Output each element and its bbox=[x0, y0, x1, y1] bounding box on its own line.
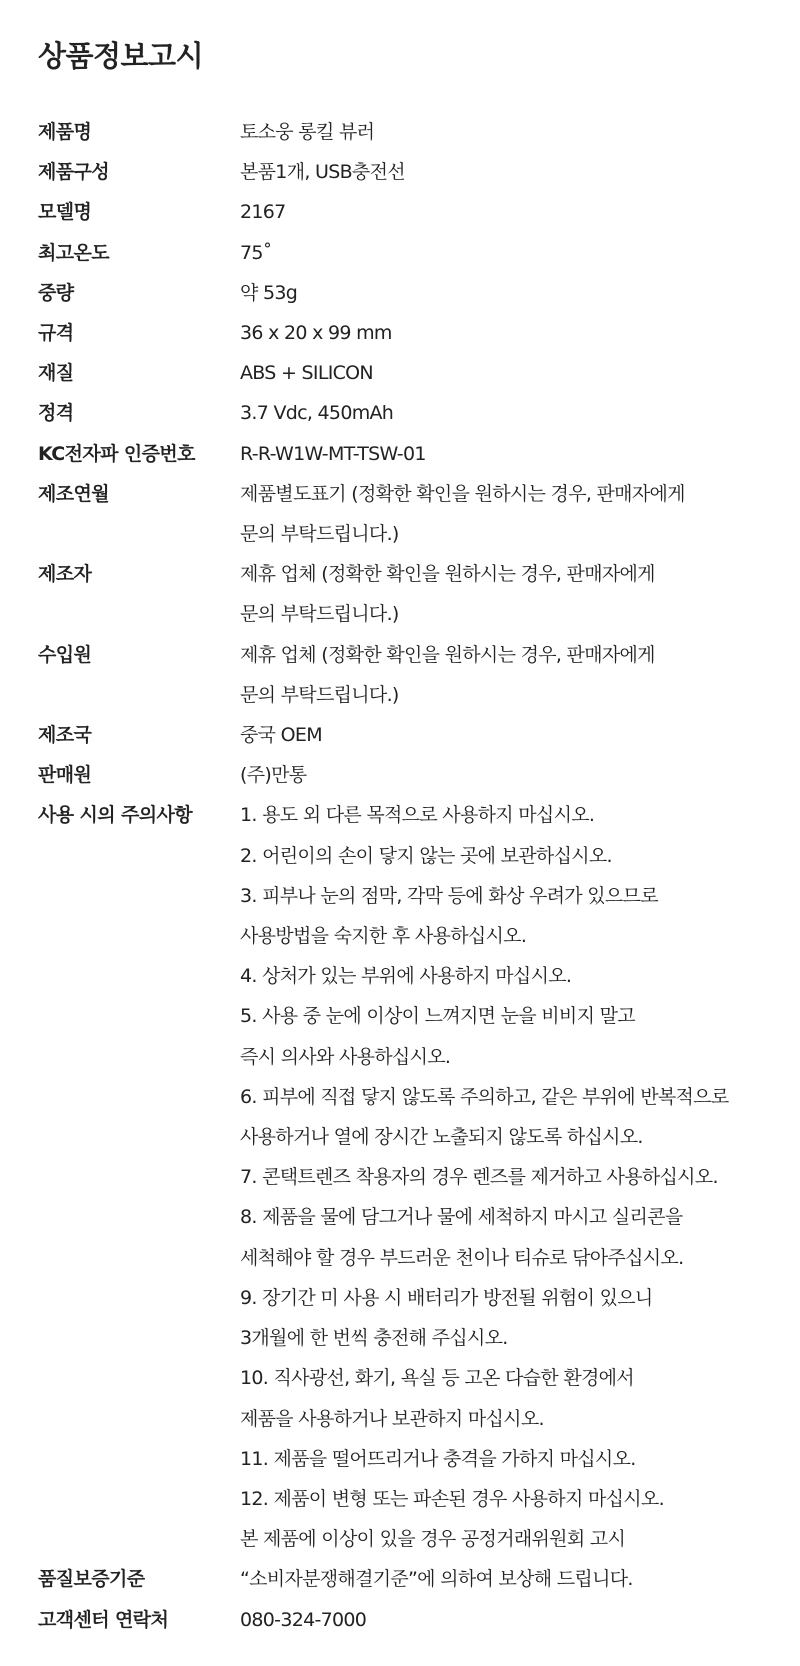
row-value bbox=[240, 273, 778, 313]
value-line: 8. 제품을 물에 담그거나 물에 세척하지 마시고 실리콘을 bbox=[240, 1206, 683, 1229]
value-line: 약 53g bbox=[240, 281, 298, 304]
row-label: 품질보증기준 bbox=[38, 1568, 145, 1591]
row-value bbox=[240, 313, 778, 353]
row-label: 제품명 bbox=[38, 121, 92, 143]
info-row bbox=[38, 1559, 778, 1599]
row-value bbox=[240, 795, 778, 1559]
row-value bbox=[240, 434, 778, 474]
value-line: 3.7 Vdc, 450mAh bbox=[240, 402, 394, 425]
row-label: 최고온도 bbox=[38, 241, 110, 264]
info-row bbox=[38, 112, 778, 152]
row-label: 수입원 bbox=[38, 643, 92, 666]
info-row bbox=[38, 635, 778, 715]
value-line: 토소웅 롱킬 뷰러 bbox=[240, 121, 375, 143]
value-line: 2. 어린이의 손이 닿지 않는 곳에 보관하십시오. bbox=[240, 844, 612, 867]
row-value bbox=[240, 554, 778, 634]
info-row bbox=[38, 353, 778, 393]
row-value bbox=[240, 393, 778, 433]
row-label: 중량 bbox=[38, 281, 74, 304]
page-title: 상품정보고시 bbox=[38, 39, 204, 73]
row-value bbox=[240, 1600, 778, 1640]
info-row bbox=[38, 152, 778, 192]
value-line: R-R-W1W-MT-TSW-01 bbox=[240, 442, 426, 465]
info-row bbox=[38, 313, 778, 353]
value-line: 9. 장기간 미 사용 시 배터리가 방전될 위험이 있으니 bbox=[240, 1286, 653, 1309]
value-line: 4. 상처가 있는 부위에 사용하지 마십시오. bbox=[240, 965, 572, 988]
row-value bbox=[240, 152, 778, 192]
info-row bbox=[38, 1600, 778, 1640]
info-row bbox=[38, 755, 778, 795]
row-value bbox=[240, 635, 778, 715]
value-line: 문의 부탁드립니다.) bbox=[240, 523, 399, 546]
value-line: 제품별도표기 (정확한 확인을 원하시는 경우, 판매자에게 bbox=[240, 482, 685, 505]
value-line: 제휴 업체 (정확한 확인을 원하시는 경우, 판매자에게 bbox=[240, 563, 655, 586]
value-line: 본품1개, USB충전선 bbox=[240, 161, 405, 184]
row-label: 규격 bbox=[38, 322, 74, 345]
row-label: 재질 bbox=[38, 362, 74, 385]
value-line: “소비자분쟁해결기준”에 의하여 보상해 드립니다. bbox=[240, 1568, 633, 1591]
value-line: 5. 사용 중 눈에 이상이 느껴지면 눈을 비비지 말고 bbox=[240, 1005, 635, 1028]
info-row bbox=[38, 273, 778, 313]
value-line: ABS + SILICON bbox=[240, 362, 373, 385]
row-value bbox=[240, 715, 778, 755]
value-line: 사용하거나 열에 장시간 노출되지 않도록 하십시오. bbox=[240, 1126, 643, 1149]
value-line: 75˚ bbox=[240, 241, 272, 264]
row-label: 정격 bbox=[38, 402, 74, 425]
value-line: (주)만통 bbox=[240, 764, 307, 787]
row-label: KC전자파 인증번호 bbox=[38, 442, 195, 465]
row-value bbox=[240, 353, 778, 393]
info-table bbox=[38, 112, 778, 1640]
info-row bbox=[38, 795, 778, 1559]
value-line: 제휴 업체 (정확한 확인을 원하시는 경우, 판매자에게 bbox=[240, 643, 655, 666]
value-line: 본 제품에 이상이 있을 경우 공정거래위원회 고시 bbox=[240, 1528, 626, 1551]
value-line: 7. 콘택트렌즈 착용자의 경우 렌즈를 제거하고 사용하십시오. bbox=[240, 1166, 718, 1189]
value-line: 12. 제품이 변형 또는 파손된 경우 사용하지 마십시오. bbox=[240, 1487, 664, 1510]
value-line: 1. 용도 외 다른 목적으로 사용하지 마십시오. bbox=[240, 804, 595, 827]
value-line: 11. 제품을 떨어뜨리거나 충격을 가하지 마십시오. bbox=[240, 1447, 636, 1470]
row-value bbox=[240, 755, 778, 795]
info-row bbox=[38, 715, 778, 755]
row-label: 제조국 bbox=[38, 724, 92, 747]
row-label: 제품구성 bbox=[38, 161, 110, 184]
value-line: 사용방법을 숙지한 후 사용하십시오. bbox=[240, 925, 527, 948]
row-label: 판매원 bbox=[38, 764, 92, 787]
row-value bbox=[240, 474, 778, 554]
info-row bbox=[38, 474, 778, 554]
info-row bbox=[38, 393, 778, 433]
value-line: 3개월에 한 번씩 충전해 주십시오. bbox=[240, 1327, 508, 1350]
value-line: 36 x 20 x 99 mm bbox=[240, 322, 392, 345]
row-label: 제조연월 bbox=[38, 482, 110, 505]
info-row bbox=[38, 554, 778, 634]
info-row bbox=[38, 192, 778, 232]
value-line: 10. 직사광선, 화기, 욕실 등 고온 다습한 환경에서 bbox=[240, 1367, 634, 1390]
info-row bbox=[38, 434, 778, 474]
value-line: 세척해야 할 경우 부드러운 천이나 티슈로 닦아주십시오. bbox=[240, 1246, 684, 1269]
row-label: 고객센터 연락처 bbox=[38, 1608, 169, 1631]
value-line: 문의 부탁드립니다.) bbox=[240, 683, 399, 706]
row-label: 사용 시의 주의사항 bbox=[38, 804, 193, 827]
info-row bbox=[38, 233, 778, 273]
value-line: 중국 OEM bbox=[240, 724, 322, 747]
row-value bbox=[240, 112, 778, 152]
value-line: 문의 부탁드립니다.) bbox=[240, 603, 399, 626]
value-line: 2167 bbox=[240, 201, 286, 224]
value-line: 080-324-7000 bbox=[240, 1608, 367, 1631]
row-label: 모델명 bbox=[38, 201, 92, 224]
row-value bbox=[240, 192, 778, 232]
value-line: 제품을 사용하거나 보관하지 마십시오. bbox=[240, 1407, 544, 1430]
row-value bbox=[240, 1559, 778, 1599]
value-line: 6. 피부에 직접 닿지 않도록 주의하고, 같은 부위에 반복적으로 bbox=[240, 1085, 729, 1108]
value-line: 즉시 의사와 사용하십시오. bbox=[240, 1045, 451, 1068]
row-label: 제조자 bbox=[38, 563, 92, 586]
row-value bbox=[240, 233, 778, 273]
value-line: 3. 피부나 눈의 점막, 각막 등에 화상 우려가 있으므로 bbox=[240, 884, 658, 907]
